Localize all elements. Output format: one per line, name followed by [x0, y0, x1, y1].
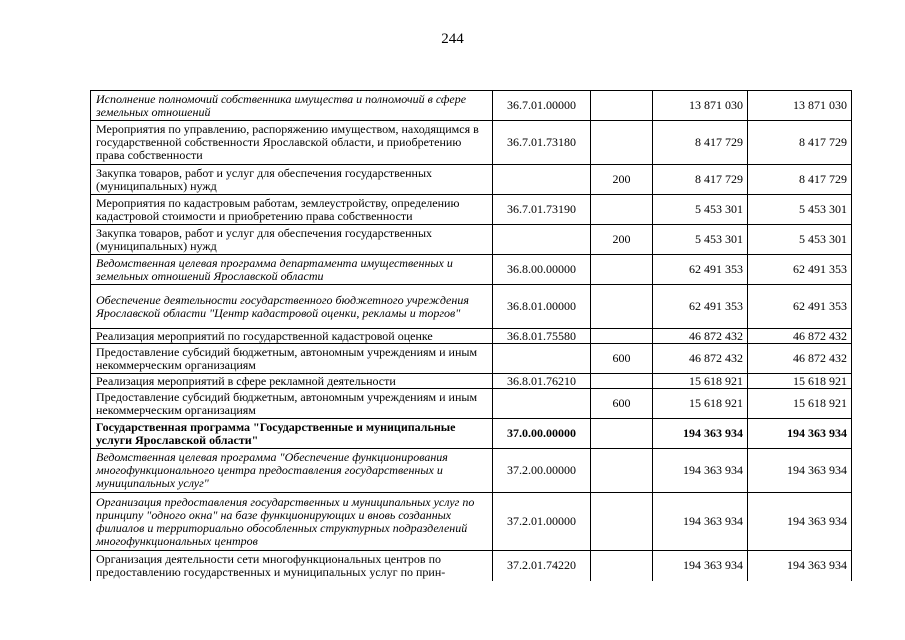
row-sum-2022-cell: 62 491 353 — [748, 285, 852, 329]
row-sum-2021-cell: 194 363 934 — [653, 493, 748, 551]
row-sum-2022-cell: 194 363 934 — [748, 551, 852, 581]
row-sum-2021-cell: 62 491 353 — [653, 285, 748, 329]
row-code-cell: 37.2.01.00000 — [493, 493, 591, 551]
row-expense-type-cell — [591, 255, 653, 285]
row-name-cell: Предоставление субсидий бюджетным, автономным учреждениям и иным некоммерческим организациям — [91, 344, 493, 374]
row-name-cell: Закупка товаров, работ и услуг для обеспечения государственных (муниципальных) нужд — [91, 225, 493, 255]
row-sum-2022-cell: 62 491 353 — [748, 255, 852, 285]
row-name-cell: Мероприятия по кадастровым работам, землеустройству, определению кадастровой стоимости и приобретению права собственности — [91, 195, 493, 225]
row-code-cell — [493, 165, 591, 195]
row-sum-2021-cell: 194 363 934 — [653, 449, 748, 493]
table-row — [91, 551, 852, 581]
row-name-cell: Организация предоставления государственных и муниципальных услуг по принципу "одного окна" на базе функционирующих и вновь созданных филиалов и территориально обособленных структурных подразделений многофункциональных центров — [91, 493, 493, 551]
table-row — [91, 389, 852, 419]
row-sum-2022-cell: 8 417 729 — [748, 121, 852, 165]
table-row — [91, 329, 852, 344]
row-sum-2022-cell: 194 363 934 — [748, 449, 852, 493]
row-code-cell: 36.8.01.00000 — [493, 285, 591, 329]
table-row — [91, 493, 852, 551]
row-name-cell: Ведомственная целевая программа департамента имущественных и земельных отношений Ярославской области — [91, 255, 493, 285]
row-sum-2021-cell: 5 453 301 — [653, 225, 748, 255]
row-sum-2022-cell: 46 872 432 — [748, 329, 852, 344]
row-expense-type-cell — [591, 91, 653, 121]
row-name-cell: Реализация мероприятий в сфере рекламной деятельности — [91, 374, 493, 389]
row-name-cell: Ведомственная целевая программа "Обеспечение функционирования многофункционального центра предоставления государственных и муниципальных услуг" — [91, 449, 493, 493]
row-sum-2022-cell: 5 453 301 — [748, 195, 852, 225]
row-sum-2021-cell: 15 618 921 — [653, 374, 748, 389]
row-name-cell: Реализация мероприятий по государственной кадастровой оценке — [91, 329, 493, 344]
table-row — [91, 344, 852, 374]
row-expense-type-cell — [591, 374, 653, 389]
row-sum-2021-cell: 8 417 729 — [653, 165, 748, 195]
row-sum-2021-cell: 194 363 934 — [653, 419, 748, 449]
row-sum-2022-cell: 194 363 934 — [748, 493, 852, 551]
page-number: 244 — [441, 31, 464, 47]
row-expense-type-cell: 200 — [591, 165, 653, 195]
row-name-cell: Государственная программа "Государственные и муниципальные услуги Ярославской области" — [91, 419, 493, 449]
table-row — [91, 195, 852, 225]
row-code-cell: 36.8.01.75580 — [493, 329, 591, 344]
row-sum-2021-cell: 46 872 432 — [653, 344, 748, 374]
row-expense-type-cell — [591, 419, 653, 449]
row-sum-2022-cell: 194 363 934 — [748, 419, 852, 449]
row-sum-2022-cell: 46 872 432 — [748, 344, 852, 374]
row-expense-type-cell: 600 — [591, 389, 653, 419]
row-code-cell: 37.0.00.00000 — [493, 419, 591, 449]
row-sum-2021-cell: 15 618 921 — [653, 389, 748, 419]
row-sum-2022-cell: 5 453 301 — [748, 225, 852, 255]
table-row — [91, 225, 852, 255]
row-code-cell: 36.7.01.00000 — [493, 91, 591, 121]
table-body — [91, 91, 852, 581]
table-row — [91, 285, 852, 329]
row-expense-type-cell — [591, 551, 653, 581]
row-expense-type-cell — [591, 195, 653, 225]
row-sum-2022-cell: 8 417 729 — [748, 165, 852, 195]
row-name-cell: Обеспечение деятельности государственного бюджетного учреждения Ярославской области "Центр кадастровой оценки, рекламы и торгов" — [91, 285, 493, 329]
budget-table — [90, 90, 852, 581]
table-row — [91, 374, 852, 389]
row-expense-type-cell — [591, 285, 653, 329]
row-code-cell: 36.8.00.00000 — [493, 255, 591, 285]
row-sum-2021-cell: 8 417 729 — [653, 121, 748, 165]
row-code-cell: 36.7.01.73180 — [493, 121, 591, 165]
row-sum-2022-cell: 15 618 921 — [748, 389, 852, 419]
row-code-cell: 36.7.01.73190 — [493, 195, 591, 225]
row-expense-type-cell — [591, 121, 653, 165]
row-sum-2021-cell: 194 363 934 — [653, 551, 748, 581]
row-name-cell: Предоставление субсидий бюджетным, автономным учреждениям и иным некоммерческим организациям — [91, 389, 493, 419]
table-row — [91, 449, 852, 493]
row-expense-type-cell: 200 — [591, 225, 653, 255]
row-expense-type-cell: 600 — [591, 344, 653, 374]
table-row — [91, 165, 852, 195]
row-name-cell: Организация деятельности сети многофункциональных центров по предоставлению государственных и муниципальных услуг по прин- — [91, 551, 493, 581]
row-name-cell: Мероприятия по управлению, распоряжению имуществом, находящимся в государственной собственности Ярославской области, и приобретению права собственности — [91, 121, 493, 165]
row-sum-2021-cell: 13 871 030 — [653, 91, 748, 121]
row-name-cell: Исполнение полномочий собственника имущества и полномочий в сфере земельных отношений — [91, 91, 493, 121]
table-row — [91, 91, 852, 121]
row-sum-2022-cell: 13 871 030 — [748, 91, 852, 121]
row-sum-2021-cell: 5 453 301 — [653, 195, 748, 225]
table-row — [91, 419, 852, 449]
row-name-cell: Закупка товаров, работ и услуг для обеспечения государственных (муниципальных) нужд — [91, 165, 493, 195]
row-expense-type-cell — [591, 493, 653, 551]
row-code-cell: 37.2.00.00000 — [493, 449, 591, 493]
row-code-cell — [493, 225, 591, 255]
row-code-cell — [493, 389, 591, 419]
row-sum-2022-cell: 15 618 921 — [748, 374, 852, 389]
row-code-cell: 36.8.01.76210 — [493, 374, 591, 389]
row-code-cell — [493, 344, 591, 374]
row-sum-2021-cell: 46 872 432 — [653, 329, 748, 344]
row-code-cell: 37.2.01.74220 — [493, 551, 591, 581]
row-expense-type-cell — [591, 329, 653, 344]
row-expense-type-cell — [591, 449, 653, 493]
table-row — [91, 255, 852, 285]
row-sum-2021-cell: 62 491 353 — [653, 255, 748, 285]
table-row — [91, 121, 852, 165]
